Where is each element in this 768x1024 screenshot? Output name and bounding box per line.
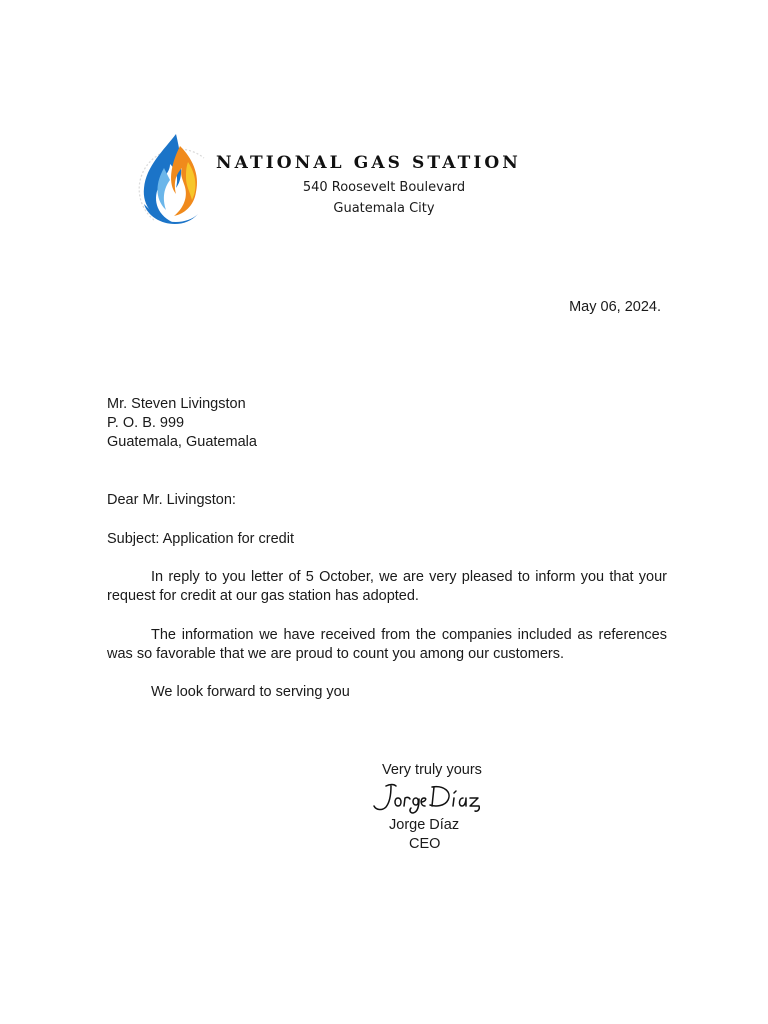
- signer-name: Jorge Díaz: [389, 817, 460, 833]
- recipient-name: Mr. Steven Livingston: [107, 396, 246, 412]
- subject-line: Subject: Application for credit: [107, 531, 294, 547]
- letter-date: May 06, 2024.: [569, 299, 661, 315]
- signer-title: CEO: [409, 836, 441, 852]
- company-name: NATIONAL GAS STATION: [216, 153, 521, 173]
- body-paragraph-2: The information we have received from the companies included as references was so favorable that we are proud to count you among our customers.: [107, 627, 667, 662]
- recipient-block: [107, 395, 257, 452]
- company-address-street: 540 Roosevelt Boulevard: [302, 180, 466, 195]
- company-address-city: Guatemala City: [333, 201, 435, 216]
- recipient-address-2: Guatemala, Guatemala: [107, 434, 257, 450]
- recipient-address-1: P. O. B. 999: [107, 415, 185, 431]
- body-paragraph-3: We look forward to serving you: [151, 684, 350, 700]
- handwritten-signature: [372, 780, 482, 814]
- body-paragraph-1: In reply to you letter of 5 October, we are very pleased to inform you that your request for credit at our gas station has adopted.: [107, 569, 667, 604]
- salutation: Dear Mr. Livingston:: [107, 492, 236, 508]
- closing-line: Very truly yours: [382, 762, 482, 778]
- flame-icon: [134, 128, 218, 232]
